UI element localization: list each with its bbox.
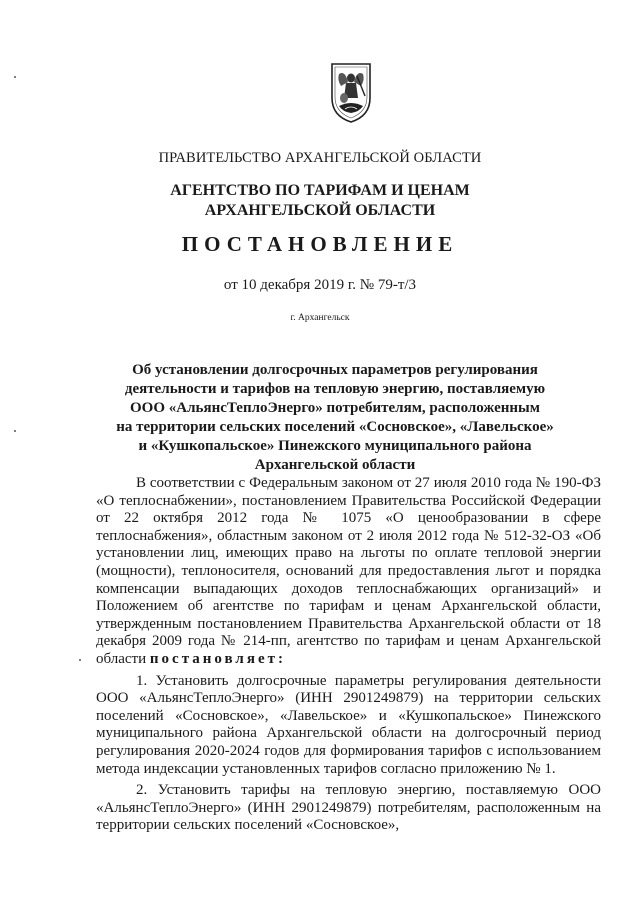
scan-speck — [14, 76, 16, 78]
subject-line: и «Кушкопальское» Пинежского муниципального района — [138, 438, 532, 454]
subject-line: на территории сельских поселений «Сосновское», «Лавельское» — [116, 419, 554, 435]
preamble-text: В соответствии с Федеральным законом от 27 июля 2010 года № 190-ФЗ «О теплоснабжении», постановлением Правительства Российской Федерации от 22 октября 2012 года № 1075 «О ценообразовании в сфере теплоснабжения», областным законом от 2 июля 2012 года № 512-32-ОЗ «Об установлении лиц, имеющих право на льготы по оплате тепловой энергии (мощности), теплоносителя, оснований для предоставления льгот и порядка компенсации выпадающих доходов теплоснабжающих организаций» и Положением об агентстве по тарифам и ценам Архангельской области, утвержденным постановлением Правительства Архангельской области от 18 декабря 2009 года № 214-пп, агентство по тарифам и ценам Архангельской области — [96, 475, 601, 667]
document-body — [96, 475, 601, 835]
scan-speck — [14, 430, 16, 432]
clause-1: 1. Установить долгосрочные параметры регулирования деятельности ООО «АльянсТеплоЭнерго» (ИНН 2901249879) на территории сельских поселений «Сосновское», «Лавельское» и «Кушкопальское» Пинежского муниципального района Архангельской области на долгосрочный период регулирования 2020-2024 годов для формирования тарифов с использованием метода индексации установленных тарифов согласно приложению № 1. — [96, 672, 601, 777]
clause-2: 2. Установить тарифы на тепловую энергию, поставляемую ООО «АльянсТеплоЭнерго» (ИНН 2901249879) потребителям, расположенным на территории сельских поселений «Сосновское», — [96, 782, 601, 834]
agency-name — [0, 181, 640, 221]
government-name: ПРАВИТЕЛЬСТВО АРХАНГЕЛЬСКОЙ ОБЛАСТИ — [158, 150, 482, 166]
preamble-paragraph — [96, 475, 601, 669]
subject-line: деятельности и тарифов на тепловую энергию, поставляемую — [124, 381, 546, 397]
coat-of-arms-icon — [329, 62, 373, 124]
document-city: г. Архангельск — [290, 313, 350, 323]
subject-line: Об установлении долгосрочных параметров регулирования — [132, 362, 538, 378]
subject-line: ООО «АльянсТеплоЭнерго» потребителям, расположенным — [130, 400, 540, 416]
document-subject — [100, 361, 570, 475]
scan-speck — [79, 659, 81, 661]
document-type: ПОСТАНОВЛЕНИЕ — [181, 232, 459, 256]
subject-line: Архангельской области — [254, 457, 416, 473]
document-date-number: от 10 декабря 2019 г. № 79-т/3 — [223, 277, 417, 293]
agency-name-line: АРХАНГЕЛЬСКОЙ ОБЛАСТИ — [204, 202, 436, 219]
agency-name-line: АГЕНТСТВО ПО ТАРИФАМ И ЦЕНАМ — [170, 182, 470, 199]
resolves-word: постановляет: — [149, 650, 286, 667]
